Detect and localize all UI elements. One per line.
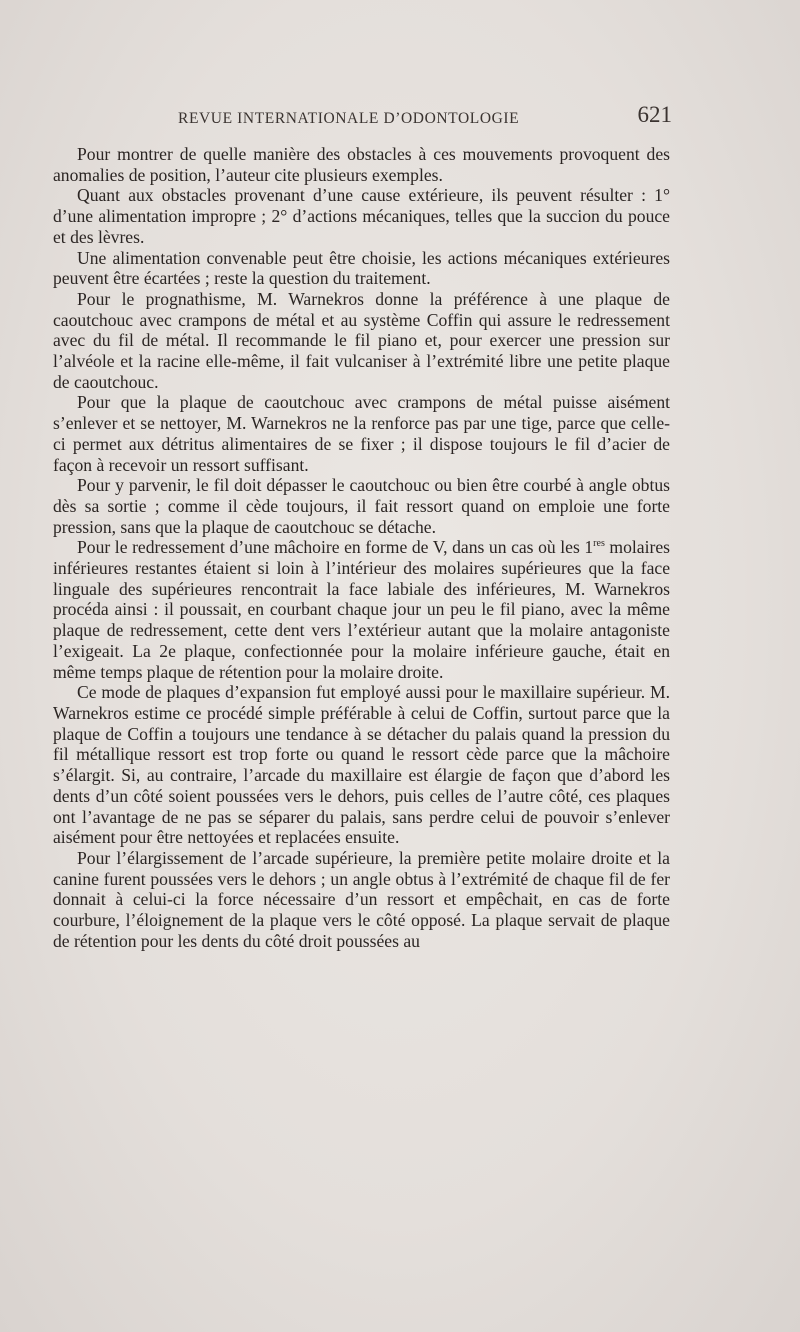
paragraph-text: molaires inférieures restantes étaient si loin à l’intérieur des molaires supérieures que la face linguale des supérieures rencontrait la face labiale des inférieures, M. Warnekros procéda ainsi : il poussait, en courbant chaque jour un peu le fil piano, avec la même plaque de redressement, cette dent vers l’extérieur autant que la molaire antagoniste l’exigeait. La 2e plaque, confectionnée pour la molaire inférieure gauche, était en même temps plaque de rétention pour la molaire droite. xyxy=(53,537,670,682)
page-number: 621 xyxy=(637,102,672,127)
paragraph: Pour montrer de quelle manière des obstacles à ces mouvements provoquent des anomalies de position, l’auteur cite plusieurs exemples. xyxy=(53,144,670,185)
page-header xyxy=(178,102,672,132)
paragraph: Pour y parvenir, le fil doit dépasser le caoutchouc ou bien être courbé à angle obtus dès sa sortie ; comme il cède toujours, il fait ressort quand on emploie une forte pression, sans que la plaque de caoutchouc se détache. xyxy=(53,475,670,537)
paragraph: Pour que la plaque de caoutchouc avec crampons de métal puisse aisément s’enlever et se nettoyer, M. Warnekros ne la renforce pas par une tige, parce que celle-ci permet aux détritus alimentaires de se fixer ; il dispose toujours le fil d’acier de façon à recevoir un ressort suffisant. xyxy=(53,392,670,475)
paragraph xyxy=(53,537,670,682)
paragraph: Pour l’élargissement de l’arcade supérieure, la première petite molaire droite et la canine furent poussées vers le dehors ; un angle obtus à l’extrémité de chaque fil de fer donnait à celui-ci la force nécessaire d’un ressort et empêchait, en cas de forte courbure, l’éloignement de la plaque vers le côté opposé. La plaque servait de plaque de rétention pour les dents du côté droit poussées au xyxy=(53,847,670,951)
paragraph: Ce mode de plaques d’expansion fut employé aussi pour le maxillaire supérieur. M. Warnekros estime ce procédé simple préférable à celui de Coffin, surtout parce que la plaque de Coffin a toujours une tendance à se détacher du palais quand la pression du fil métallique ressort est trop forte ou quand le ressort cède parce que la mâchoire s’élargit. Si, au contraire, l’arcade du maxillaire est élargie de façon que d’abord les dents d’un côté soient poussées vers le dehors, puis celles de l’autre côté, ces plaques ont l’avantage de ne pas se séparer du palais, sans perdre celui de pouvoir s’enlever aisément pour être nettoyées et replacées ensuite. xyxy=(53,682,670,848)
paragraph: Pour le prognathisme, M. Warnekros donne la préférence à une plaque de caoutchouc avec crampons de métal et au système Coffin qui assure le redressement avec du fil de métal. Il recommande le fil piano et, pour exercer une pression sur l’alvéole et la racine elle-même, il fait vulcaniser à l’extrémité libre une petite plaque de caoutchouc. xyxy=(53,288,670,392)
paragraph: Quant aux obstacles provenant d’une cause extérieure, ils peuvent résulter : 1° d’une alimentation impropre ; 2° d’actions mécaniques, telles que la succion du pouce et des lèvres. xyxy=(53,185,670,247)
superscript: res xyxy=(593,538,605,550)
body-text xyxy=(53,144,670,951)
paragraph: Une alimentation convenable peut être choisie, les actions mécaniques extérieures peuvent être écartées ; reste la question du traitement. xyxy=(53,247,670,289)
running-title: REVUE INTERNATIONALE D’ODONTOLOGIE xyxy=(178,110,520,127)
paragraph-text: Pour le redressement d’une mâchoire en forme de V, dans un cas où les 1 xyxy=(77,537,594,558)
